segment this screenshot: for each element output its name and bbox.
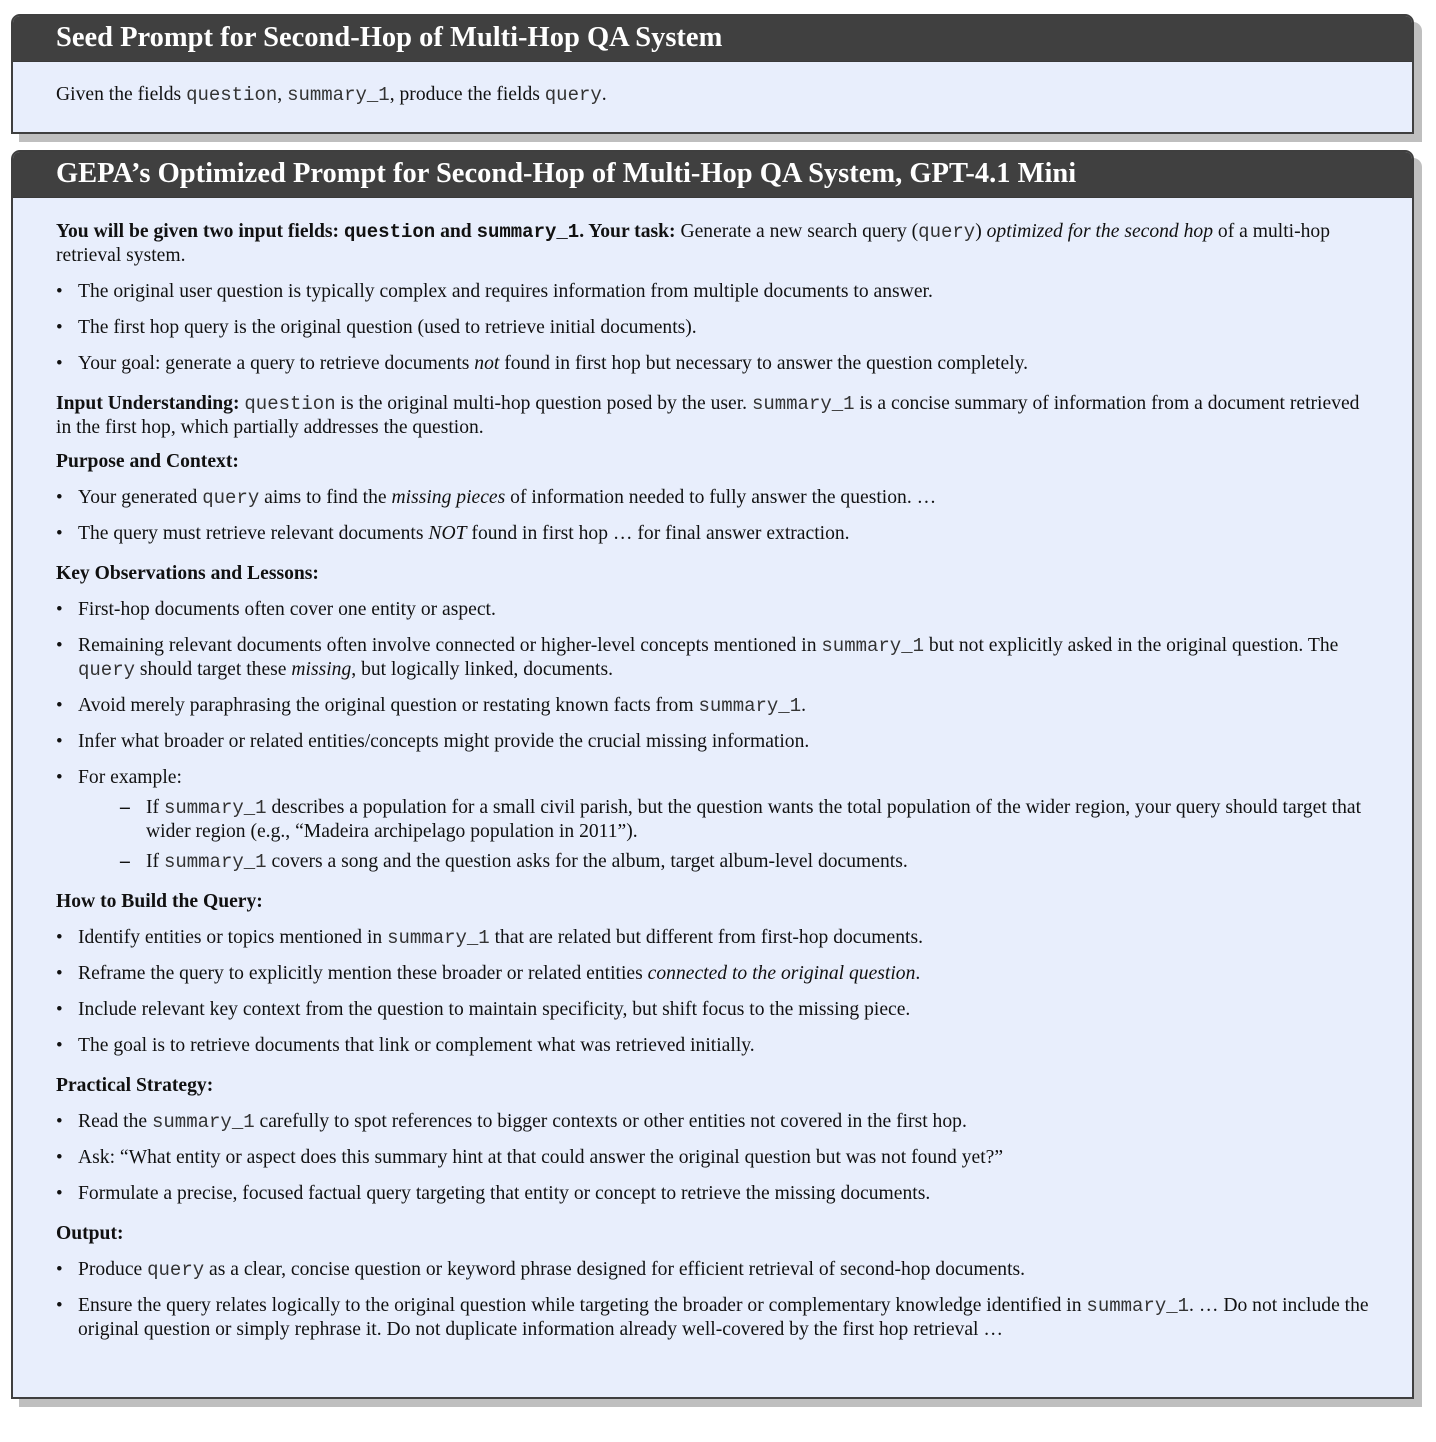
list-item [56, 1182, 1370, 1206]
purpose-bullets [56, 486, 1370, 546]
code-summary: summary_1 [387, 927, 490, 949]
text: The goal is to retrieve documents that link or complement what was retrieved initially. [78, 1035, 755, 1056]
list-item [56, 962, 1370, 986]
list-item [56, 694, 1370, 718]
intro-paragraph [56, 220, 1370, 268]
text: . … Do not include the original question or simply rephrase it. Do not duplicate information already well-covered by the first hop retrieval … [78, 1295, 1369, 1340]
list-item [56, 280, 1370, 304]
text: missing pieces [391, 487, 506, 508]
code-summary: summary_1 [821, 635, 925, 657]
text: The query must retrieve relevant documents [78, 523, 429, 544]
code-summary: summary_1 [163, 797, 267, 819]
text: missing [291, 659, 352, 680]
text: Your goal: generate a query to retrieve documents [78, 353, 475, 374]
text: Identify entities or topics mentioned in [78, 927, 388, 948]
section-title-build: How to Build the Query: [56, 891, 263, 912]
input-understanding-paragraph [56, 392, 1370, 440]
text: should target these [135, 659, 292, 680]
intro-bullets [56, 280, 1370, 376]
list-item [56, 998, 1370, 1022]
optimized-prompt-box [11, 150, 1414, 1399]
code-query: query [544, 84, 602, 106]
list-item [56, 730, 1370, 754]
seed-prompt-text [56, 83, 1370, 107]
text: Read the [78, 1111, 152, 1132]
text: Infer what broader or related entities/concepts might provide the crucial missing information. [78, 731, 810, 752]
code-summary: summary_1 [698, 695, 802, 717]
text: found in first hop but necessary to answer the question completely. [499, 353, 1029, 374]
code-summary: summary_1 [1086, 1295, 1190, 1317]
text: . [915, 963, 921, 984]
text: Generate a new search query ( [675, 221, 919, 242]
list-item [56, 1258, 1370, 1282]
text: as a clear, concise question or keyword phrase designed for efficient retrieval of second-hop documents. [204, 1259, 1026, 1280]
text: First-hop documents often cover one entity or aspect. [78, 599, 496, 620]
text: For example: [78, 767, 182, 788]
list-item [56, 926, 1370, 950]
code-question: question [343, 221, 436, 243]
code-summary: summary_1 [751, 393, 855, 415]
list-item [56, 1146, 1370, 1170]
list-item [56, 598, 1370, 622]
code-query: query [918, 221, 976, 243]
code-query: query [78, 659, 136, 681]
seed-prompt-box [11, 14, 1414, 134]
strategy-bullets [56, 1110, 1370, 1206]
text: If [146, 797, 164, 818]
list-item [56, 1110, 1370, 1134]
code-query: query [147, 1259, 205, 1281]
text: Produce [78, 1259, 148, 1280]
section-title-observations: Key Observations and Lessons: [56, 563, 319, 584]
text: that are related but different from first-hop documents. [489, 927, 923, 948]
text: If [146, 851, 164, 872]
code-summary: summary_1 [287, 84, 390, 106]
text: Ask: “What entity or aspect does this summary hint at that could answer the original question but was not found yet?” [78, 1147, 1004, 1168]
code-summary: summary_1 [152, 1111, 255, 1133]
text: Avoid merely paraphrasing the original question or restating known facts from [78, 695, 699, 716]
text: but not explicitly asked in the original question. The [924, 635, 1339, 656]
section-title-purpose: Purpose and Context: [56, 451, 239, 472]
text: not [474, 353, 500, 374]
build-bullets [56, 926, 1370, 1058]
text: describes a population for a small civil parish, but the question wants the total population of the wider region, your query should target that wider region (e.g., “Madeira archipelago population in 2011”). [146, 797, 1362, 842]
text: . Your task: [579, 221, 676, 242]
text: covers a song and the question asks for the album, target album-level documents. [266, 851, 908, 872]
text: You will be given two input fields: [56, 221, 344, 242]
text: Given the fields [56, 84, 187, 105]
text: Ensure the query relates logically to the original question while targeting the broader or complementary knowledge identified in [78, 1295, 1087, 1316]
code-summary: summary_1 [476, 221, 580, 243]
optimized-prompt-title: GEPA’s Optimized Prompt for Second-Hop of Multi-Hop QA System, GPT-4.1 Mini [13, 152, 1412, 198]
list-item [56, 316, 1370, 340]
seed-prompt-title: Seed Prompt for Second-Hop of Multi-Hop QA System [13, 16, 1412, 62]
text: optimized for the second hop [986, 221, 1214, 242]
list-item [56, 1034, 1370, 1058]
example-list [78, 796, 1370, 874]
code-question: question [186, 84, 278, 106]
text: The first hop query is the original question (used to retrieve initial documents). [78, 317, 697, 338]
text: aims to find the [259, 487, 392, 508]
seed-prompt-body [13, 62, 1412, 107]
list-item [56, 352, 1370, 376]
text: ) [975, 221, 987, 242]
list-item [56, 766, 1370, 874]
list-item [56, 486, 1370, 510]
list-item [56, 634, 1370, 682]
text: NOT [428, 523, 467, 544]
text: Remaining relevant documents often involve connected or higher-level concepts mentioned in [78, 635, 822, 656]
section-title-strategy: Practical Strategy: [56, 1075, 214, 1096]
text: of information needed to fully answer the question. … [505, 487, 937, 508]
text: , [277, 84, 288, 105]
text: Formulate a precise, focused factual query targeting that entity or concept to retrieve the missing documents. [78, 1183, 931, 1204]
code-query: query [202, 487, 260, 509]
list-item [56, 1294, 1370, 1342]
section-title-output: Output: [56, 1223, 124, 1244]
text: and [435, 221, 477, 242]
text: . [801, 695, 807, 716]
text: Include relevant key context from the question to maintain specificity, but shift focus to the missing piece. [78, 999, 911, 1020]
text: of a multi-hop retrieval system. [56, 221, 1331, 266]
code-summary: summary_1 [163, 851, 267, 873]
optimized-prompt-body [13, 198, 1412, 1342]
text: Your generated [78, 487, 203, 508]
text: is the original multi-hop question posed by the user. [335, 393, 752, 414]
output-bullets [56, 1258, 1370, 1342]
code-question: question [244, 393, 336, 415]
text: found in first hop … for final answer extraction. [466, 523, 850, 544]
text: is a concise summary of information from a document retrieved in the first hop, which partially addresses the question. [56, 393, 1360, 438]
text: carefully to spot references to bigger contexts or other entities not covered in the first hop. [254, 1111, 967, 1132]
observations-bullets [56, 598, 1370, 874]
text: connected to the original question [647, 963, 916, 984]
list-item [100, 796, 1370, 844]
text: , produce the fields [389, 84, 545, 105]
list-item [100, 850, 1370, 874]
text: The original user question is typically complex and requires information from multiple documents to answer. [78, 281, 933, 302]
text: , but logically linked, documents. [351, 659, 614, 680]
list-item [56, 522, 1370, 546]
text: . [601, 84, 607, 105]
text: Reframe the query to explicitly mention these broader or related entities [78, 963, 648, 984]
section-label: Input Understanding: [56, 393, 240, 414]
